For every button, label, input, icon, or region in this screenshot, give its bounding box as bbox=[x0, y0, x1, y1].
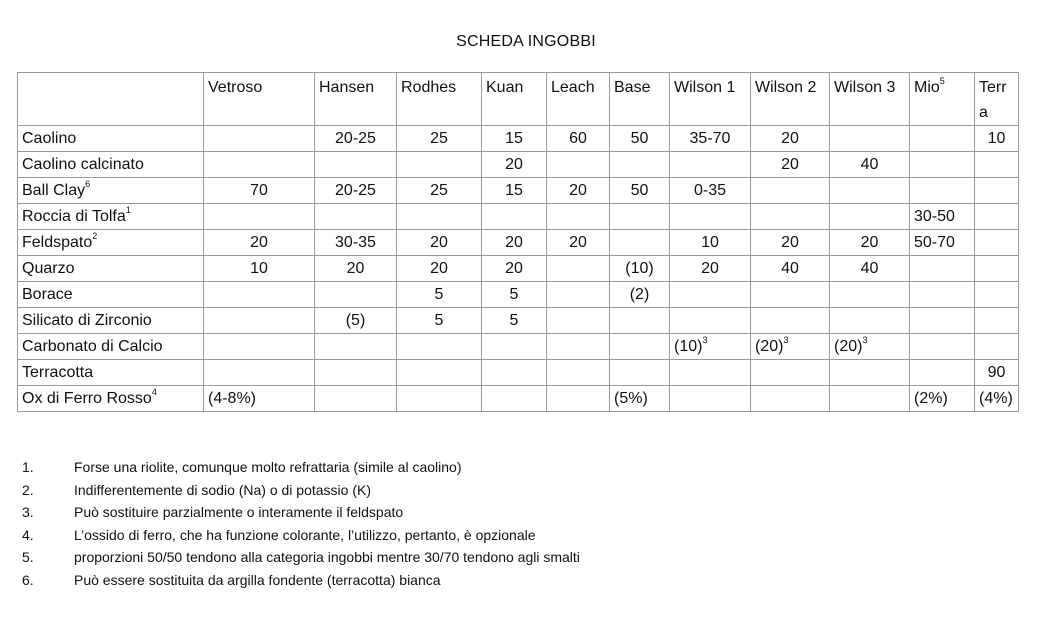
value-cell bbox=[830, 204, 910, 230]
ingredient-name-cell bbox=[18, 152, 204, 178]
value-cell bbox=[610, 152, 670, 178]
value-cell bbox=[610, 282, 670, 308]
cell-value: 5 bbox=[434, 286, 444, 303]
ingredient-name: Caolino bbox=[22, 130, 77, 147]
value-cell bbox=[910, 360, 975, 386]
footnote-item bbox=[22, 569, 580, 592]
footnote-marker: 5 bbox=[939, 75, 945, 86]
cell-value: 70 bbox=[250, 182, 268, 199]
value-cell bbox=[975, 256, 1019, 282]
value-cell bbox=[204, 178, 315, 204]
value-cell bbox=[315, 360, 397, 386]
table-row bbox=[18, 386, 1019, 412]
column-header bbox=[315, 73, 397, 126]
cell-value: (5%) bbox=[614, 390, 648, 407]
cell-value: (10) bbox=[674, 338, 703, 355]
footnote-marker: 1 bbox=[125, 204, 131, 215]
cell-value: 20 bbox=[860, 234, 879, 251]
ingredient-name: Ball Clay bbox=[22, 182, 86, 199]
footnote-marker: 4 bbox=[151, 386, 157, 397]
column-header bbox=[397, 73, 482, 126]
value-cell bbox=[830, 178, 910, 204]
footnote-number: 5. bbox=[22, 549, 34, 565]
cell-value: 5 bbox=[509, 312, 519, 329]
column-header-label: Wilson 2 bbox=[755, 79, 817, 96]
value-cell bbox=[315, 308, 397, 334]
value-cell bbox=[610, 204, 670, 230]
value-cell bbox=[670, 282, 751, 308]
value-cell bbox=[610, 126, 670, 152]
value-cell bbox=[830, 386, 910, 412]
footnote-text: Forse una riolite, comunque molto refrattaria (simile al caolino) bbox=[74, 459, 462, 475]
value-cell bbox=[315, 204, 397, 230]
value-cell bbox=[482, 360, 547, 386]
footnote-number: 2. bbox=[22, 481, 34, 498]
value-cell bbox=[547, 386, 610, 412]
value-cell bbox=[751, 152, 830, 178]
cell-value: 20-25 bbox=[335, 130, 376, 147]
cell-value: 20 bbox=[505, 234, 523, 251]
cell-value: 5 bbox=[434, 312, 444, 329]
value-cell bbox=[910, 282, 975, 308]
value-cell bbox=[204, 360, 315, 386]
value-cell bbox=[751, 256, 830, 282]
cell-value: 20 bbox=[569, 182, 587, 199]
value-cell bbox=[670, 360, 751, 386]
value-cell bbox=[670, 308, 751, 334]
value-cell bbox=[315, 256, 397, 282]
value-cell bbox=[547, 256, 610, 282]
column-header bbox=[547, 73, 610, 126]
value-cell bbox=[397, 360, 482, 386]
cell-value: 15 bbox=[505, 182, 523, 199]
table-row bbox=[18, 178, 1019, 204]
value-cell bbox=[397, 308, 482, 334]
table-row bbox=[18, 282, 1019, 308]
footnotes-list bbox=[22, 456, 580, 591]
value-cell bbox=[830, 230, 910, 256]
column-header bbox=[482, 73, 547, 126]
footnote-item bbox=[22, 479, 580, 502]
column-header bbox=[204, 73, 315, 126]
value-cell bbox=[975, 386, 1019, 412]
table-row bbox=[18, 334, 1019, 360]
value-cell bbox=[751, 230, 830, 256]
value-cell bbox=[315, 334, 397, 360]
value-cell bbox=[670, 152, 751, 178]
value-cell bbox=[975, 230, 1019, 256]
value-cell bbox=[547, 334, 610, 360]
value-cell bbox=[482, 152, 547, 178]
footnote-number: 1. bbox=[22, 459, 34, 475]
ingredient-name-cell bbox=[18, 126, 204, 152]
footnote-marker: 2 bbox=[92, 230, 98, 241]
value-cell bbox=[482, 282, 547, 308]
value-cell bbox=[975, 282, 1019, 308]
value-cell bbox=[315, 126, 397, 152]
value-cell bbox=[975, 334, 1019, 360]
ingredient-name-cell bbox=[18, 334, 204, 360]
value-cell bbox=[610, 334, 670, 360]
value-cell bbox=[751, 334, 830, 360]
value-cell bbox=[315, 282, 397, 308]
table-row bbox=[18, 230, 1019, 256]
value-cell bbox=[547, 204, 610, 230]
value-cell bbox=[751, 360, 830, 386]
cell-value: 50-70 bbox=[914, 234, 955, 251]
value-cell bbox=[397, 334, 482, 360]
footnote-number: 4. bbox=[22, 526, 34, 543]
cell-value: 60 bbox=[569, 130, 587, 147]
cell-value: 20 bbox=[505, 260, 523, 277]
value-cell bbox=[315, 152, 397, 178]
table-header-row bbox=[18, 73, 1019, 126]
value-cell bbox=[751, 282, 830, 308]
cell-value: 20 bbox=[250, 234, 268, 251]
value-cell bbox=[975, 204, 1019, 230]
cell-value: 10 bbox=[701, 234, 719, 251]
cell-value: 30-35 bbox=[335, 234, 376, 251]
cell-value: 15 bbox=[505, 130, 523, 147]
footnote-item bbox=[22, 501, 580, 524]
cell-value: (2) bbox=[629, 286, 650, 303]
cell-value: 25 bbox=[430, 182, 448, 199]
value-cell bbox=[910, 308, 975, 334]
value-cell bbox=[482, 178, 547, 204]
value-cell bbox=[910, 230, 975, 256]
value-cell bbox=[751, 204, 830, 230]
value-cell bbox=[670, 126, 751, 152]
table-row bbox=[18, 256, 1019, 282]
value-cell bbox=[482, 334, 547, 360]
footnote-marker: 6 bbox=[85, 178, 91, 189]
value-cell bbox=[610, 256, 670, 282]
value-cell bbox=[610, 178, 670, 204]
cell-value: 5 bbox=[509, 286, 519, 303]
table-row bbox=[18, 126, 1019, 152]
value-cell bbox=[204, 386, 315, 412]
value-cell bbox=[204, 204, 315, 230]
cell-value: (4%) bbox=[979, 390, 1013, 407]
cell-value: 20 bbox=[430, 260, 448, 277]
cell-value: 25 bbox=[430, 130, 448, 147]
value-cell bbox=[830, 152, 910, 178]
value-cell bbox=[610, 386, 670, 412]
cell-value: 20 bbox=[781, 130, 799, 147]
value-cell bbox=[482, 386, 547, 412]
value-cell bbox=[482, 230, 547, 256]
column-header-label: Mio bbox=[914, 79, 940, 96]
value-cell bbox=[910, 204, 975, 230]
ingredient-name: Terracotta bbox=[22, 364, 94, 381]
value-cell bbox=[975, 152, 1019, 178]
column-header bbox=[751, 73, 830, 126]
cell-value: 20 bbox=[569, 234, 587, 251]
footnote-item bbox=[22, 456, 580, 479]
value-cell bbox=[482, 308, 547, 334]
cell-value: 20 bbox=[430, 234, 448, 251]
value-cell bbox=[910, 256, 975, 282]
ingredient-name-cell bbox=[18, 360, 204, 386]
value-cell bbox=[670, 334, 751, 360]
cell-value: 20 bbox=[781, 156, 799, 173]
ingredient-name: Roccia di Tolfa bbox=[22, 208, 126, 225]
column-header-label: Vetroso bbox=[208, 79, 263, 96]
column-header bbox=[830, 73, 910, 126]
value-cell bbox=[975, 178, 1019, 204]
value-cell bbox=[204, 308, 315, 334]
footnote-text: Può essere sostituita da argilla fondente (terracotta) bianca bbox=[74, 571, 441, 588]
value-cell bbox=[204, 334, 315, 360]
table-row bbox=[18, 152, 1019, 178]
table-row bbox=[18, 360, 1019, 386]
ingredient-name: Silicato di Zirconio bbox=[22, 312, 152, 329]
cell-value: 40 bbox=[860, 260, 879, 277]
value-cell bbox=[397, 178, 482, 204]
cell-value: 20 bbox=[781, 234, 799, 251]
value-cell bbox=[610, 230, 670, 256]
value-cell bbox=[830, 282, 910, 308]
table-row bbox=[18, 308, 1019, 334]
value-cell bbox=[547, 282, 610, 308]
value-cell bbox=[830, 308, 910, 334]
value-cell bbox=[830, 334, 910, 360]
value-cell bbox=[910, 178, 975, 204]
cell-value: 10 bbox=[250, 260, 268, 277]
ingobbi-table bbox=[17, 72, 1019, 412]
value-cell bbox=[397, 230, 482, 256]
footnote-number: 6. bbox=[22, 571, 34, 588]
column-header-label: Base bbox=[614, 79, 651, 96]
value-cell bbox=[547, 308, 610, 334]
ingredient-name: Borace bbox=[22, 286, 73, 303]
value-cell bbox=[482, 204, 547, 230]
cell-value: (2%) bbox=[914, 390, 948, 407]
ingredient-name: Feldspato bbox=[22, 234, 93, 251]
value-cell bbox=[975, 360, 1019, 386]
footnote-text: Può sostituire parzialmente o interamente il feldspato bbox=[74, 504, 404, 520]
value-cell bbox=[830, 126, 910, 152]
footnote-marker: 3 bbox=[862, 334, 868, 345]
ingredient-name: Caolino calcinato bbox=[22, 156, 144, 173]
footnote-item bbox=[22, 546, 580, 569]
value-cell bbox=[751, 308, 830, 334]
cell-value: 20 bbox=[505, 156, 523, 173]
column-header-label: Hansen bbox=[319, 79, 375, 96]
footnote-number: 3. bbox=[22, 504, 34, 520]
column-header-label: Leach bbox=[551, 79, 595, 96]
cell-value: 50 bbox=[630, 182, 649, 199]
column-header-label: Kuan bbox=[486, 79, 524, 96]
value-cell bbox=[830, 256, 910, 282]
value-cell bbox=[547, 360, 610, 386]
column-header-label: Wilson 3 bbox=[834, 79, 896, 96]
value-cell bbox=[315, 178, 397, 204]
value-cell bbox=[397, 386, 482, 412]
cell-value: 30-50 bbox=[914, 208, 955, 225]
value-cell bbox=[204, 152, 315, 178]
ingredient-name-cell bbox=[18, 308, 204, 334]
cell-value: 10 bbox=[987, 130, 1006, 147]
value-cell bbox=[315, 386, 397, 412]
value-cell bbox=[610, 308, 670, 334]
value-cell bbox=[975, 308, 1019, 334]
cell-value: (5) bbox=[345, 312, 366, 329]
value-cell bbox=[910, 334, 975, 360]
value-cell bbox=[397, 152, 482, 178]
column-header bbox=[610, 73, 670, 126]
value-cell bbox=[204, 230, 315, 256]
footnote-text: Indifferentemente di sodio (Na) o di potassio (K) bbox=[74, 481, 372, 498]
cell-value: 40 bbox=[781, 260, 799, 277]
value-cell bbox=[397, 282, 482, 308]
value-cell bbox=[204, 282, 315, 308]
column-header bbox=[910, 73, 975, 126]
value-cell bbox=[482, 126, 547, 152]
ingredient-name: Ox di Ferro Rosso bbox=[22, 390, 152, 407]
value-cell bbox=[547, 178, 610, 204]
value-cell bbox=[751, 126, 830, 152]
column-header bbox=[975, 73, 1019, 126]
column-header bbox=[670, 73, 751, 126]
value-cell bbox=[670, 256, 751, 282]
value-cell bbox=[397, 126, 482, 152]
value-cell bbox=[975, 126, 1019, 152]
value-cell bbox=[397, 256, 482, 282]
ingredient-name-cell bbox=[18, 178, 204, 204]
cell-value: 35-70 bbox=[689, 130, 731, 147]
ingredient-name: Carbonato di Calcio bbox=[22, 338, 163, 355]
value-cell bbox=[830, 360, 910, 386]
value-cell bbox=[204, 256, 315, 282]
footnote-marker: 3 bbox=[783, 334, 789, 345]
page-title: SCHEDA INGOBBI bbox=[456, 33, 596, 50]
value-cell bbox=[204, 126, 315, 152]
value-cell bbox=[751, 386, 830, 412]
footnote-text: proporzioni 50/50 tendono alla categoria ingobbi mentre 30/70 tendono agli smalti bbox=[74, 549, 580, 565]
column-header-label: Rodhes bbox=[401, 79, 457, 96]
value-cell bbox=[910, 386, 975, 412]
value-cell bbox=[670, 230, 751, 256]
cell-value: (10) bbox=[625, 260, 654, 277]
cell-value: (20) bbox=[755, 338, 784, 355]
footnote-marker: 3 bbox=[702, 334, 708, 345]
value-cell bbox=[670, 204, 751, 230]
footnote-item bbox=[22, 524, 580, 547]
cell-value: 50 bbox=[630, 130, 649, 147]
ingredient-name-cell bbox=[18, 230, 204, 256]
cell-value: 20 bbox=[701, 260, 719, 277]
value-cell bbox=[910, 152, 975, 178]
table-row bbox=[18, 204, 1019, 230]
cell-value: 40 bbox=[860, 156, 879, 173]
column-header-label: Wilson 1 bbox=[674, 79, 736, 96]
value-cell bbox=[315, 230, 397, 256]
value-cell bbox=[751, 178, 830, 204]
ingredient-name-cell bbox=[18, 256, 204, 282]
cell-value: 90 bbox=[987, 364, 1006, 381]
value-cell bbox=[910, 126, 975, 152]
value-cell bbox=[482, 256, 547, 282]
header-corner-cell bbox=[18, 73, 204, 126]
value-cell bbox=[610, 360, 670, 386]
ingredient-name-cell bbox=[18, 386, 204, 412]
ingredient-name-cell bbox=[18, 282, 204, 308]
ingredient-name: Quarzo bbox=[22, 260, 75, 277]
footnote-text: L’ossido di ferro, che ha funzione colorante, l’utilizzo, pertanto, è opzionale bbox=[74, 526, 536, 543]
ingredient-name-cell bbox=[18, 204, 204, 230]
value-cell bbox=[670, 178, 751, 204]
value-cell bbox=[397, 204, 482, 230]
cell-value: 0-35 bbox=[693, 182, 727, 199]
value-cell bbox=[547, 230, 610, 256]
cell-value: 20-25 bbox=[335, 182, 376, 199]
value-cell bbox=[670, 386, 751, 412]
cell-value: (20) bbox=[834, 338, 863, 355]
cell-value: (4-8%) bbox=[208, 390, 257, 407]
value-cell bbox=[547, 152, 610, 178]
column-header-label: Terra bbox=[979, 79, 1007, 121]
cell-value: 20 bbox=[346, 260, 365, 277]
value-cell bbox=[547, 126, 610, 152]
